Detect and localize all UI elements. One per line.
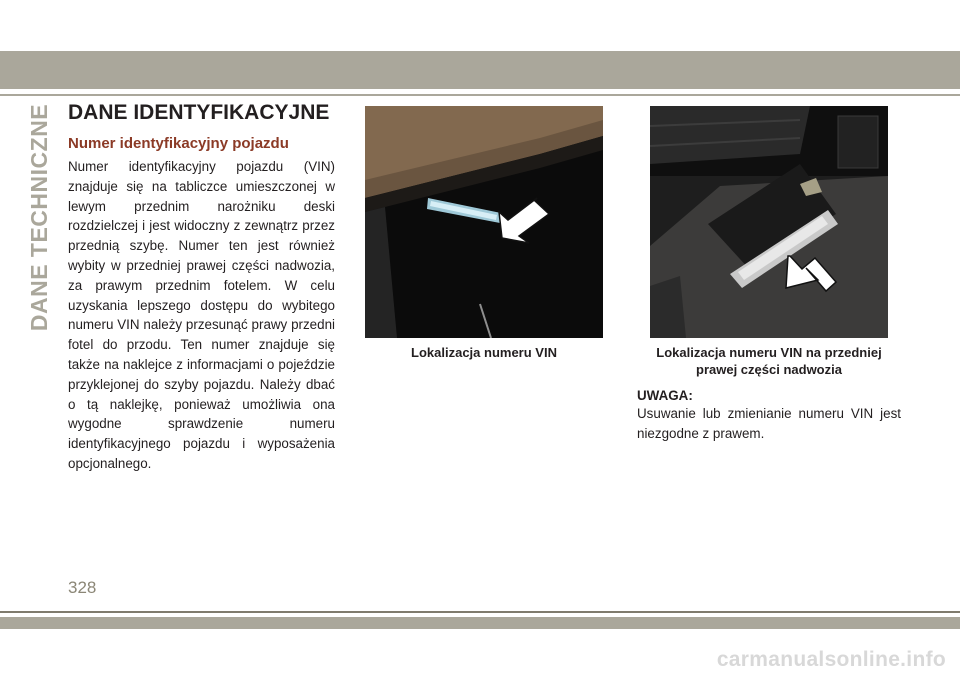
section-side-tab-label: DANE TECHNICZNE: [26, 103, 53, 331]
section-subtitle: Numer identyfikacyjny pojazdu: [68, 135, 289, 152]
footer-band: [0, 617, 960, 629]
note-title: UWAGA:: [637, 388, 693, 403]
watermark: carmanualsonline.info: [716, 648, 946, 671]
page-number: 328: [68, 578, 97, 597]
body-paragraph: Numer identyfikacyjny pojazdu (VIN) znajduje się na tabliczce umieszczonej w lewym przednim narożniku deski rozdzielczej i jest widoczny z zewnątrz przez przednią szybę. Numer ten jest również wybity w przedniej prawej części nadwozia, za prawym przednim fotelem. W celu uzyskania lepszego dostępu do wybitego numeru VIN należy przesunąć prawy przedni fotel do przodu. Ten numer znajduje się także na naklejce z informacjami o pojeździe przyklejonej do szyby pojazdu. Należy dbać o tą naklejkę, ponieważ umożliwia ona wygodne sprawdzenie numeru identyfikacyjnego pojazdu i wyposażenia opcjonalnego.: [68, 159, 335, 471]
vin-body-floor-photo: [650, 106, 888, 338]
figure-caption-vin-body-location: Lokalizacja numeru VIN na przedniej prawej części nadwozia: [656, 345, 882, 377]
vin-dashboard-photo: [365, 106, 603, 338]
header-rule: [0, 94, 960, 96]
footer-rule: [0, 611, 960, 613]
note-text: Usuwanie lub zmienianie numeru VIN jest niezgodne z prawem.: [637, 406, 901, 441]
section-side-tab: [25, 103, 55, 331]
header-band: [0, 51, 960, 89]
figure-caption-vin-location: Lokalizacja numeru VIN: [411, 345, 557, 360]
page-title: DANE IDENTYFIKACYJNE: [68, 101, 330, 124]
